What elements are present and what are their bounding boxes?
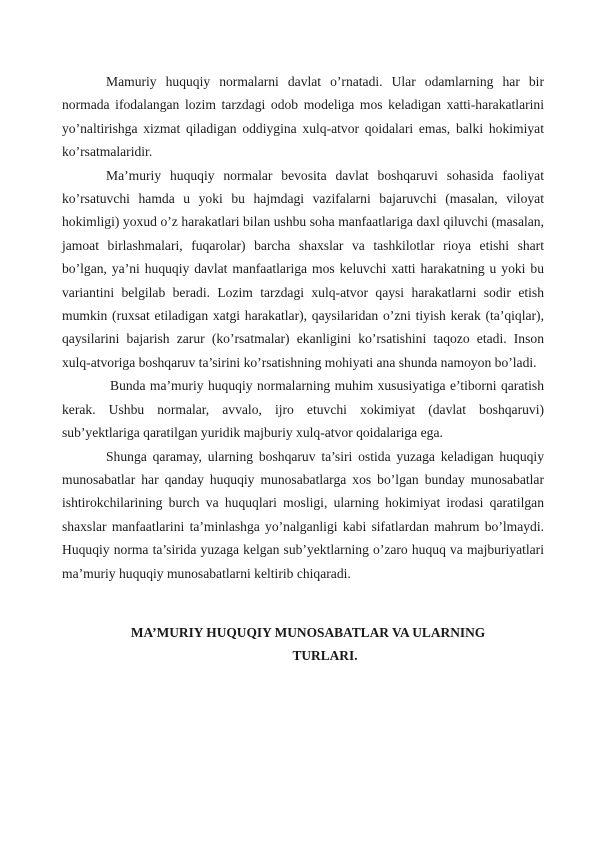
document-page — [62, 70, 544, 667]
paragraph-4: Shunga qaramay, ularning boshqaruv ta’siri ostida yuzaga keladigan huquqiy munosabatlar har qanday huquqiy munosabatlarga xos bo’lgan bunday munosabatlar ishtirokchilarining burch va huquqlari mosligi, ularning hokimiyat irodasi qaratilgan shaxslar manfaatlarini ta’minlashga yo’nalganligi kabi sifatlardan mahrum bo’lmaydi. Huquqiy norma ta’sirida yuzaga kelgan sub’yektlarning o’zaro huquq va majburiyatlari ma’muriy huquqiy munosabatlarni keltirib chiqaradi. — [62, 448, 544, 581]
paragraph-2: Ma’muriy huquqiy normalar bevosita davlat boshqaruvi sohasida faoliyat ko’rsatuvchi hamda u yoki bu hajmdagi vazifalarni bajaruvchi (masalan, viloyat hokimligi) yoxud o’z harakatlari bilan ushbu soha manfaatlariga daxl qiluvchi (masalan, jamoat birlashmalari, fuqarolar) barcha shaxslar va tashkilotlar rioya etishi shart bo’lgan, ya’ni huquqiy davlat manfaatlariga mos keluvchi xatti harakatning u yoki bu variantini belgilab beradi. Lozim tarzdagi xulq-atvor qaysi harakatlarni sodir etish mumkin (ruxsat etiladigan xatgi harakatlar), qaysilaridan o’zni tiyish kerak (ta’qiqlar), qaysilarini bajarish zarur (ko’rsatmalar) ekanligini ko’rsatishini taqozo etadi. Inson xulq-atvoriga boshqaruv ta’sirini ko’rsatishning mohiyati ana shunda namoyon bo’ladi. — [62, 167, 544, 370]
paragraph-1: Mamuriy huquqiy normalarni davlat o’rnatadi. Ular odamlarning har bir normada ifodalangan lozim tarzdagi odob modeliga mos keladigan xatti-harakatlarini yo’naltirishga xizmat qiladigan oddiygina xulq-atvor qoidalari emas, balki hokimiyat ko’rsatmalaridir. — [62, 74, 544, 160]
section-heading — [62, 621, 544, 667]
section-heading-line-2: TURLARI. — [292, 647, 358, 663]
section-heading-line-1: MA’MURIY HUQUQIY MUNOSABATLAR VA ULARNING — [130, 624, 486, 640]
paragraph-3: Bunda ma’muriy huquqiy normalarning muhim xususiyatiga e’tiborni qaratish kerak. Ushbu normalar, avvalo, ijro etuvchi xokimiyat (davlat boshqaruvi) sub’yektlariga qaratilgan yuridik majburiy xulq-atvor qoidalariga ega. — [62, 378, 544, 441]
